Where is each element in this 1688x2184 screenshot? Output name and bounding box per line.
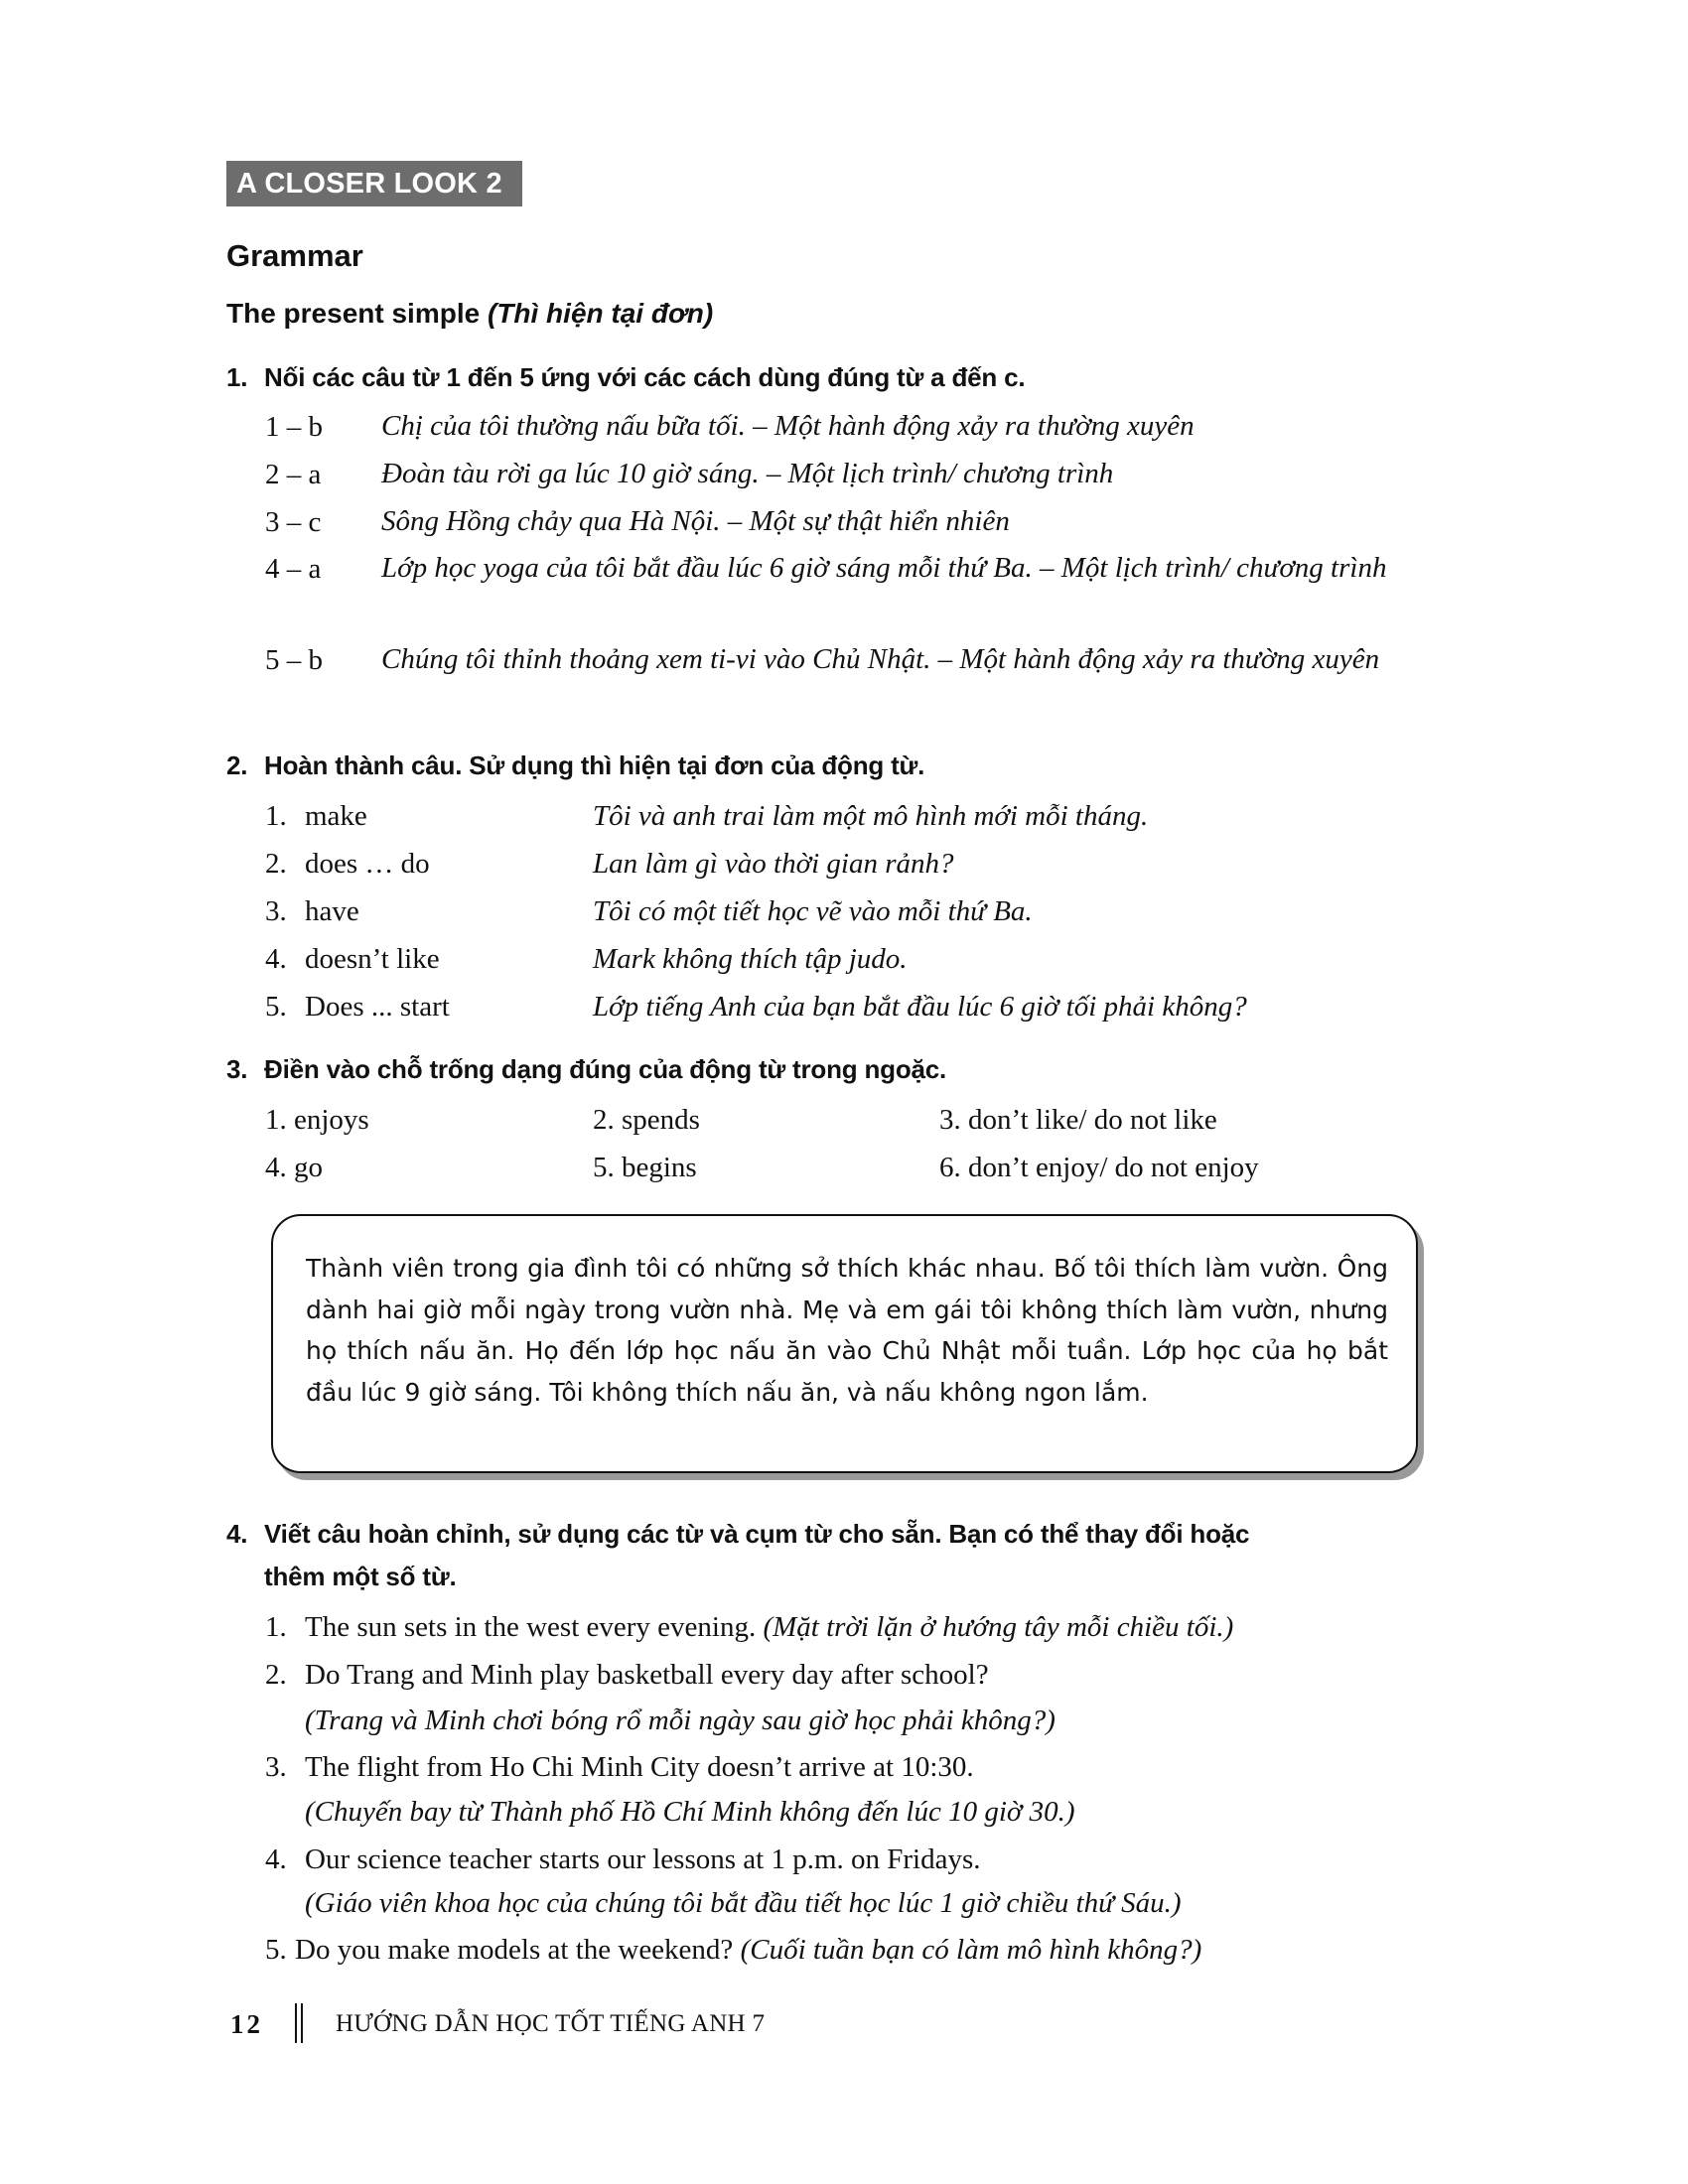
exercise-number: 4.: [226, 1519, 248, 1549]
exercise-title: Hoàn thành câu. Sử dụng thì hiện tại đơn của động từ.: [264, 751, 925, 780]
book-title: HƯỚNG DẪN HỌC TỐT TIẾNG ANH 7: [336, 2010, 766, 2037]
match-key: 5 – b: [265, 644, 323, 676]
answer: make: [305, 800, 367, 832]
item-number: 4.: [265, 943, 287, 975]
item-number: 5.: [265, 991, 287, 1023]
answer-item: 4. go: [265, 1152, 323, 1183]
translation: Tôi và anh trai làm một mô hình mới mỗi tháng.: [593, 800, 1149, 832]
answer: does … do: [305, 848, 430, 880]
exercise-3-heading: [226, 1054, 946, 1085]
translation-box: [271, 1214, 1418, 1473]
answer-item: 5. begins: [593, 1152, 697, 1183]
sentence-text: Our science teacher starts our lessons at 1 p.m. on Fridays.: [305, 1843, 981, 1875]
topic-heading-text: The present simple: [226, 298, 488, 329]
sentence-translation: (Mặt trời lặn ở hướng tây mỗi chiều tối.): [763, 1611, 1234, 1643]
match-explanation: Chúng tôi thỉnh thoảng xem ti-vi vào Chủ Nhật. – Một hành động xảy ra thường xuyên: [381, 643, 1380, 675]
match-explanation: Chị của tôi thường nấu bữa tối. – Một hành động xảy ra thường xuyên: [381, 410, 1195, 442]
match-key: 1 – b: [265, 411, 323, 443]
item-number: 2.: [265, 848, 287, 880]
exercise-number: 1.: [226, 362, 248, 392]
answer: doesn’t like: [305, 943, 440, 975]
exercise-title: Viết câu hoàn chỉnh, sử dụng các từ và cụm từ cho sẵn. Bạn có thể thay đổi hoặc: [264, 1519, 1250, 1549]
exercise-number: 2.: [226, 751, 248, 780]
section-banner: A CLOSER LOOK 2: [226, 161, 522, 206]
translation: Mark không thích tập judo.: [593, 943, 908, 975]
answer: have: [305, 895, 359, 927]
sentence-text: Do Trang and Minh play basketball every day after school?: [305, 1659, 989, 1691]
exercise-2-heading: [226, 751, 924, 781]
topic-heading-translation: (Thì hiện tại đơn): [487, 298, 714, 329]
sentence-text: The sun sets in the west every evening.: [305, 1611, 764, 1643]
item-number: 4.: [265, 1843, 287, 1875]
translation: Lớp tiếng Anh của bạn bắt đầu lúc 6 giờ tối phải không?: [593, 991, 1247, 1023]
answer-item: 3. don’t like/ do not like: [939, 1104, 1217, 1136]
item-number: 1.: [265, 1611, 287, 1643]
exercise-number: 3.: [226, 1054, 248, 1084]
answer: Does ... start: [305, 991, 450, 1023]
translation: Lan làm gì vào thời gian rảnh?: [593, 848, 954, 880]
answer-item: 2. spends: [593, 1104, 700, 1136]
exercise-1-heading: [226, 362, 1025, 393]
answer-item: 1. enjoys: [265, 1104, 369, 1136]
match-key: 4 – a: [265, 553, 322, 585]
match-explanation: Lớp học yoga của tôi bắt đầu lúc 6 giờ sáng mỗi thứ Ba. – Một lịch trình/ chương trình: [381, 552, 1387, 584]
match-key: 3 – c: [265, 506, 322, 538]
sentence: [305, 1611, 1233, 1644]
exercise-title: Nối các câu từ 1 đến 5 ứng với các cách dùng đúng từ a đến c.: [264, 362, 1026, 392]
translation-paragraph: Thành viên trong gia đình tôi có những sở thích khác nhau. Bố tôi thích làm vườn. Ông dành hai giờ mỗi ngày trong vườn nhà. Mẹ và em gái tôi không thích làm vườn, nhưng họ thích nấu ăn. Họ đến lớp học nấu ăn vào Chủ Nhật mỗi tuần. Lớp học của họ bắt đầu lúc 9 giờ sáng. Tôi không thích nấu ăn, và nấu không ngon lắm.: [306, 1254, 1388, 1407]
item-number: 1.: [265, 800, 287, 832]
match-explanation: Sông Hồng chảy qua Hà Nội. – Một sự thật hiển nhiên: [381, 505, 1010, 537]
sentence-translation: (Chuyến bay từ Thành phố Hồ Chí Minh không đến lúc 10 giờ 30.): [305, 1796, 1075, 1828]
footer-divider-icon: [295, 2003, 303, 2043]
page-number: 12: [230, 2009, 263, 2039]
answer-item: 6. don’t enjoy/ do not enjoy: [939, 1152, 1259, 1183]
topic-heading: [226, 298, 713, 330]
item-number: 3.: [265, 895, 287, 927]
item-number: 3.: [265, 1751, 287, 1783]
exercise-4-heading-cont: thêm một số từ.: [264, 1562, 457, 1591]
sentence-translation: (Giáo viên khoa học của chúng tôi bắt đầu tiết học lúc 1 giờ chiều thứ Sáu.): [305, 1887, 1182, 1919]
sentence: [295, 1934, 1201, 1967]
sentence-translation: (Cuối tuần bạn có làm mô hình không?): [740, 1934, 1202, 1966]
item-number: 5.: [265, 1934, 287, 1966]
exercise-title: Điền vào chỗ trống dạng đúng của động từ trong ngoặc.: [264, 1054, 947, 1084]
match-explanation: Đoàn tàu rời ga lúc 10 giờ sáng. – Một lịch trình/ chương trình: [381, 458, 1114, 489]
exercise-4-heading: [226, 1519, 1249, 1550]
translation: Tôi có một tiết học vẽ vào mỗi thứ Ba.: [593, 895, 1033, 927]
match-key: 2 – a: [265, 459, 322, 490]
sentence-text: The flight from Ho Chi Minh City doesn’t arrive at 10:30.: [305, 1751, 974, 1783]
section-heading-grammar: Grammar: [226, 238, 363, 273]
sentence-text: Do you make models at the weekend?: [295, 1934, 741, 1966]
item-number: 2.: [265, 1659, 287, 1691]
sentence-translation: (Trang và Minh chơi bóng rổ mỗi ngày sau giờ học phải không?): [305, 1705, 1055, 1736]
